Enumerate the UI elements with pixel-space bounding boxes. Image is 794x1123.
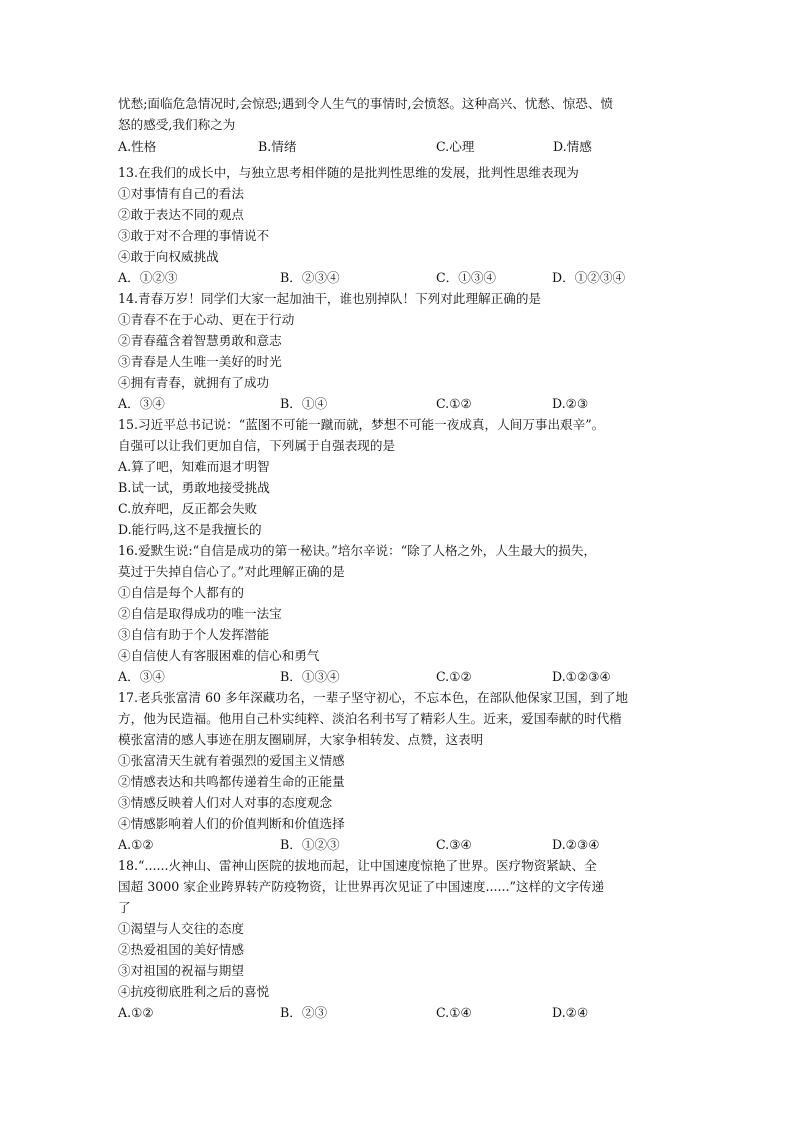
q15-option-c[interactable]: C.放弃吧，反正都会失败 (118, 501, 258, 516)
q14-item-2: ②青春蕴含着智慧勇敢和意志 (118, 333, 282, 348)
q16-option-c[interactable]: C.①② (436, 669, 472, 684)
q12-option-d[interactable]: D.情感 (553, 139, 592, 154)
q18-option-d[interactable]: D.②④ (552, 1005, 589, 1020)
q18-stem-line-1: 18.“......火神山、雷神山医院的拔地而起，让中国速度惊艳了世界。医疗物资紧缺、全 (118, 858, 597, 873)
q18-option-a[interactable]: A.①② (118, 1005, 154, 1020)
q15-option-a[interactable]: A.算了吧，知难而退才明智 (118, 459, 270, 474)
q15-stem-line-2: 自强可以让我们更加自信，下列属于自强表现的是 (118, 438, 396, 453)
q14-option-a[interactable]: A．③④ (118, 396, 165, 411)
q13-stem: 13.在我们的成长中，与独立思考相伴随的是批判性思维的发展，批判性思维表现为 (118, 165, 579, 180)
q13-option-b[interactable]: B．②③④ (280, 270, 340, 285)
q14-stem: 14.青春万岁！同学们大家一起加油干，谁也别掉队！下列对此理解正确的是 (118, 291, 542, 306)
q12-option-b[interactable]: B.情绪 (258, 139, 297, 154)
q17-item-1: ①张富清天生就有着强烈的爱国主义情感 (118, 753, 345, 768)
q14-options (118, 395, 678, 413)
q17-item-3: ③情感反映着人们对人对事的态度观念 (118, 795, 333, 810)
q17-stem-line-3: 模张富清的感人事迹在朋友圈刷屏，大家争相转发、点赞，这表明 (118, 732, 484, 747)
q13-item-2: ②敢于表达不同的观点 (118, 207, 244, 222)
q16-option-a[interactable]: A．③④ (118, 669, 165, 684)
q13-option-a[interactable]: A．①②③ (118, 270, 178, 285)
q13-item-4: ④敢于向权威挑战 (118, 249, 219, 264)
q13-item-3: ③敢于对不合理的事情说不 (118, 228, 270, 243)
q16-option-b[interactable]: B．①③④ (280, 669, 340, 684)
q17-option-a[interactable]: A.①② (118, 837, 154, 852)
q17-option-b[interactable]: B．①②③ (280, 837, 340, 852)
q16-item-4: ④自信使人有客服困难的信心和勇气 (118, 648, 320, 663)
q18-options (118, 1004, 678, 1022)
q17-stem-line-2: 方，他为民造福。他用自己朴实纯粹、淡泊名利书写了精彩人生。近来，爱国奉献的时代楷 (118, 711, 622, 726)
q16-option-d[interactable]: D.①②③④ (552, 669, 611, 684)
q14-item-1: ①青春不在于心动、更在于行动 (118, 312, 295, 327)
q15-option-d[interactable]: D.能行吗,这不是我擅长的 (118, 522, 262, 537)
q17-options (118, 836, 678, 854)
q16-stem-line-1: 16.爱默生说:“自信是成功的第一秘诀。”培尔辛说：“除了人格之外，人生最大的损失， (118, 543, 597, 558)
q13-option-d[interactable]: D．①②③④ (552, 270, 626, 285)
q18-item-3: ③对祖国的祝福与期望 (118, 963, 244, 978)
q16-item-3: ③自信有助于个人发挥潜能 (118, 627, 270, 642)
q14-option-c[interactable]: C.①② (436, 396, 472, 411)
q17-item-4: ④情感影响着人们的价值判断和价值选择 (118, 816, 345, 831)
q17-item-2: ②情感表达和共鸣都传递着生命的正能量 (118, 774, 345, 789)
q17-stem-line-1: 17.老兵张富清 60 多年深藏功名，一辈子坚守初心，不忘本色，在部队他保家卫国，到了地 (118, 690, 629, 705)
q18-option-c[interactable]: C.①④ (436, 1005, 472, 1020)
q18-stem-line-2: 国超 3000 家企业跨界转产防疫物资，让世界再次见证了中国速度......”这样的文字传递 (118, 879, 605, 894)
q12-stem-line-2: 怒的感受,我们称之为 (118, 117, 236, 132)
q13-item-1: ①对事情有自己的看法 (118, 186, 244, 201)
q18-option-b[interactable]: B．②③ (280, 1005, 328, 1020)
q18-item-4: ④抗疫彻底胜利之后的喜悦 (118, 984, 270, 999)
q14-item-4: ④拥有青春，就拥有了成功 (118, 375, 270, 390)
q16-stem-line-2: 莫过于失掉自信心了。”对此理解正确的是 (118, 564, 345, 579)
q17-option-c[interactable]: C.③④ (436, 837, 472, 852)
q16-options (118, 668, 678, 686)
q15-option-b[interactable]: B.试一试，勇敢地接受挑战 (118, 480, 270, 495)
q12-options (118, 138, 678, 156)
q13-option-c[interactable]: C．①③④ (436, 270, 497, 285)
q16-item-1: ①自信是每个人都有的 (118, 585, 244, 600)
q14-item-3: ③青春是人生唯一美好的时光 (118, 354, 282, 369)
q12-option-c[interactable]: C.心理 (436, 139, 475, 154)
q14-option-b[interactable]: B．①④ (280, 396, 328, 411)
q15-stem-line-1: 15.习近平总书记说：“蓝图不可能一蹴而就，梦想不可能一夜成真，人间万事出艰辛”。 (118, 417, 605, 432)
q18-stem-line-3: 了 (118, 900, 131, 915)
q12-option-a[interactable]: A.性格 (118, 139, 157, 154)
q14-option-d[interactable]: D.②③ (552, 396, 589, 411)
q13-options (118, 269, 678, 287)
q17-option-d[interactable]: D.②③④ (552, 837, 600, 852)
q18-item-2: ②热爱祖国的美好情感 (118, 942, 244, 957)
q18-item-1: ①渴望与人交往的态度 (118, 921, 244, 936)
q16-item-2: ②自信是取得成功的唯一法宝 (118, 606, 282, 621)
q12-stem-line-1: 忧愁;面临危急情况时,会惊恐;遇到令人生气的事情时,会愤怒。这种高兴、忧愁、惊恐、愤 (118, 96, 614, 111)
